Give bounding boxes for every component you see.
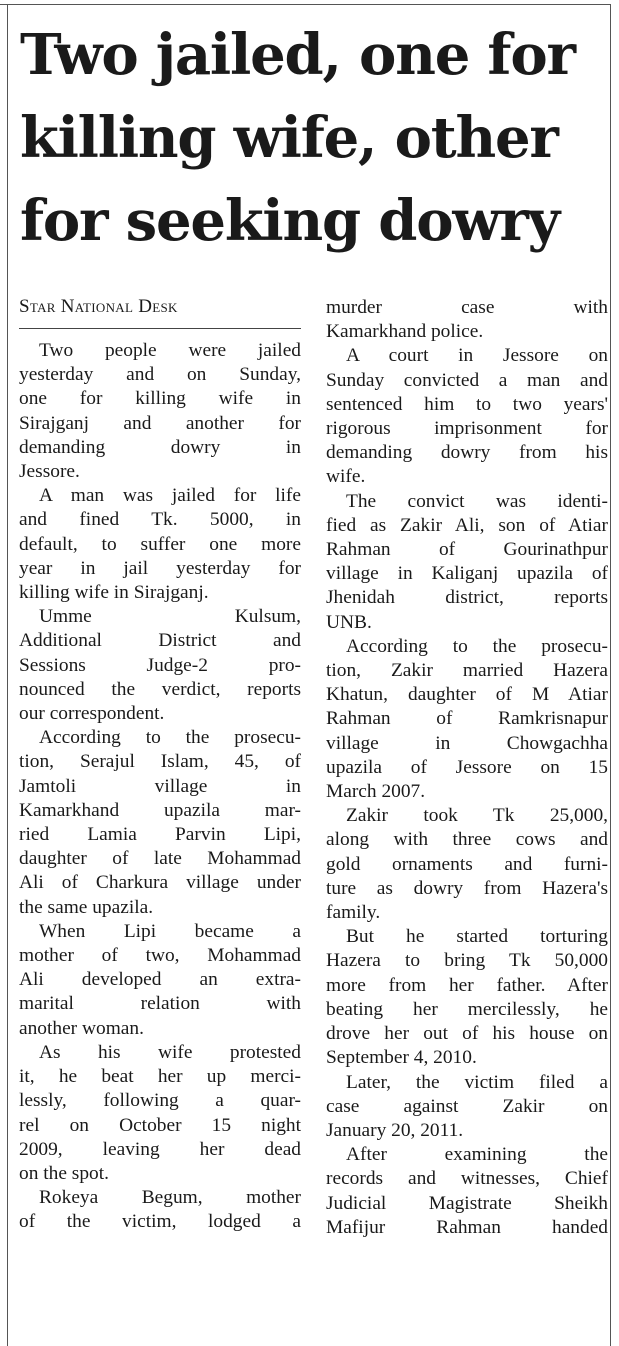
paragraph-line: it, he beat her up merci- [19,1066,301,1088]
article-column-right [326,296,608,1240]
paragraph-line: default, to suffer one more [19,533,301,555]
article-paragraph [326,925,608,1070]
paragraph-line: drove her out of his house on [326,1023,608,1045]
paragraph-line: mother of two, Mohammad [19,945,301,967]
paragraph-line: A court in Jessore on [346,345,608,367]
paragraph-line: and fined Tk. 5000, in [19,509,301,531]
article-paragraph [19,726,301,920]
paragraph-line: yesterday and on Sunday, [19,364,301,386]
paragraph-line: fied as Zakir Ali, son of Atiar [326,514,608,536]
paragraph-line: Kamarkhand upazila mar- [19,799,301,821]
paragraph-line: the same upazila. [19,896,154,918]
page-left-rule [7,4,8,1346]
paragraph-line: January 20, 2011. [326,1119,464,1141]
paragraph-line: tion, Zakir married Hazera [326,660,608,682]
paragraph-line: 2009, leaving her dead [19,1138,301,1160]
paragraph-line: ture as dowry from Hazera's [326,877,608,899]
paragraph-line: After examining the [346,1144,608,1166]
paragraph-line: When Lipi became a [39,920,301,942]
paragraph-line: upazila of Jessore on 15 [326,756,608,778]
paragraph-line: Judicial Magistrate Sheikh [326,1192,608,1214]
paragraph-line: killing wife in Sirajganj. [19,582,209,604]
paragraph-line: village in Kaliganj upazila of [326,563,608,585]
article-headline [20,14,610,263]
article-paragraph [326,1071,608,1144]
paragraph-line: But he started torturing [346,926,608,948]
article-paragraph [326,1143,608,1240]
article-paragraph [326,296,608,344]
paragraph-line: Umme Kulsum, [39,606,301,628]
paragraph-line: family. [326,902,381,924]
paragraph-line: of the victim, lodged a [19,1211,301,1233]
paragraph-line: ried Lamia Parvin Lipi, [19,824,301,846]
page-top-rule [0,4,611,5]
paragraph-line: lessly, following a quar- [19,1090,301,1112]
paragraph-line: gold ornaments and furni- [326,853,608,875]
paragraph-line: on the spot. [19,1162,109,1184]
paragraph-line: rigorous imprisonment for [326,418,608,440]
paragraph-line: nounced the verdict, reports [19,678,301,700]
headline-line: Two jailed, one for [20,22,575,88]
paragraph-line: Jessore. [19,461,80,483]
paragraph-line: tion, Serajul Islam, 45, of [19,751,301,773]
paragraph-line: UNB. [326,611,372,633]
paragraph-line: Later, the victim filed a [346,1071,608,1093]
article-paragraph [19,339,301,484]
paragraph-line: Rokeya Begum, mother [39,1187,301,1209]
paragraph-line: Rahman of Ramkrisnapur [326,708,608,730]
article-paragraph [19,920,301,1041]
paragraph-line: Kamarkhand police. [326,321,484,343]
paragraph-line: As his wife protested [39,1041,301,1063]
paragraph-line: A man was jailed for life [39,485,301,507]
paragraph-line: Jamtoli village in [19,775,301,797]
article-paragraph [19,1186,301,1234]
article-paragraph [326,344,608,489]
paragraph-line: The convict was identi- [346,490,608,512]
paragraph-line: Zakir took Tk 25,000, [346,805,608,827]
paragraph-line: marital relation with [19,993,301,1015]
paragraph-line: daughter of late Mohammad [19,848,301,870]
paragraph-line: along with three cows and [326,829,608,851]
paragraph-line: Hazera to bring Tk 50,000 [326,950,608,972]
article-paragraph [19,1041,301,1186]
paragraph-line: murder case with [326,297,608,318]
paragraph-line: sentenced him to two years' [326,393,608,415]
paragraph-line: Sessions Judge-2 pro- [19,654,301,676]
paragraph-line: Khatun, daughter of M Atiar [326,684,608,706]
paragraph-line: Additional District and [19,630,301,652]
paragraph-line: Ali of Charkura village under [19,872,301,894]
article-paragraph [326,804,608,925]
paragraph-line: Mafijur Rahman handed [326,1216,608,1238]
headline-line: for seeking dowry [20,188,560,254]
paragraph-line: Sunday convicted a man and [326,369,608,391]
paragraph-line: rel on October 15 night [19,1114,301,1136]
paragraph-line: wife. [326,466,366,488]
paragraph-line: Ali developed an extra- [19,969,301,991]
page-right-rule [610,4,611,1346]
headline-line: killing wife, other [20,105,558,171]
paragraph-line: one for killing wife in [19,388,301,410]
paragraph-line: Sirajganj and another for [19,412,301,434]
paragraph-line: another woman. [19,1017,144,1039]
paragraph-line: According to the prosecu- [39,727,301,749]
article-paragraph [326,490,608,635]
paragraph-line: September 4, 2010. [326,1047,477,1069]
paragraph-line: demanding dowry in [19,436,301,458]
paragraph-line: Jhenidah district, reports [326,587,608,609]
paragraph-line: year in jail yesterday for [19,557,301,579]
article-column-left [19,296,301,1235]
paragraph-line: records and witnesses, Chief [326,1168,608,1190]
paragraph-line: According to the prosecu- [346,635,608,657]
article-paragraph [19,605,301,726]
article-paragraph [326,635,608,804]
article-paragraph [19,484,301,605]
paragraph-line: March 2007. [326,781,426,803]
paragraph-line: demanding dowry from his [326,442,608,464]
byline: Star National Desk [19,296,301,329]
paragraph-line: village in Chowgachha [326,732,608,754]
paragraph-line: Rahman of Gourinathpur [326,539,608,561]
paragraph-line: case against Zakir on [326,1095,608,1117]
paragraph-line: Two people were jailed [39,340,301,361]
paragraph-line: our correspondent. [19,703,165,725]
paragraph-line: beating her mercilessly, he [326,998,608,1020]
paragraph-line: more from her father. After [326,974,608,996]
